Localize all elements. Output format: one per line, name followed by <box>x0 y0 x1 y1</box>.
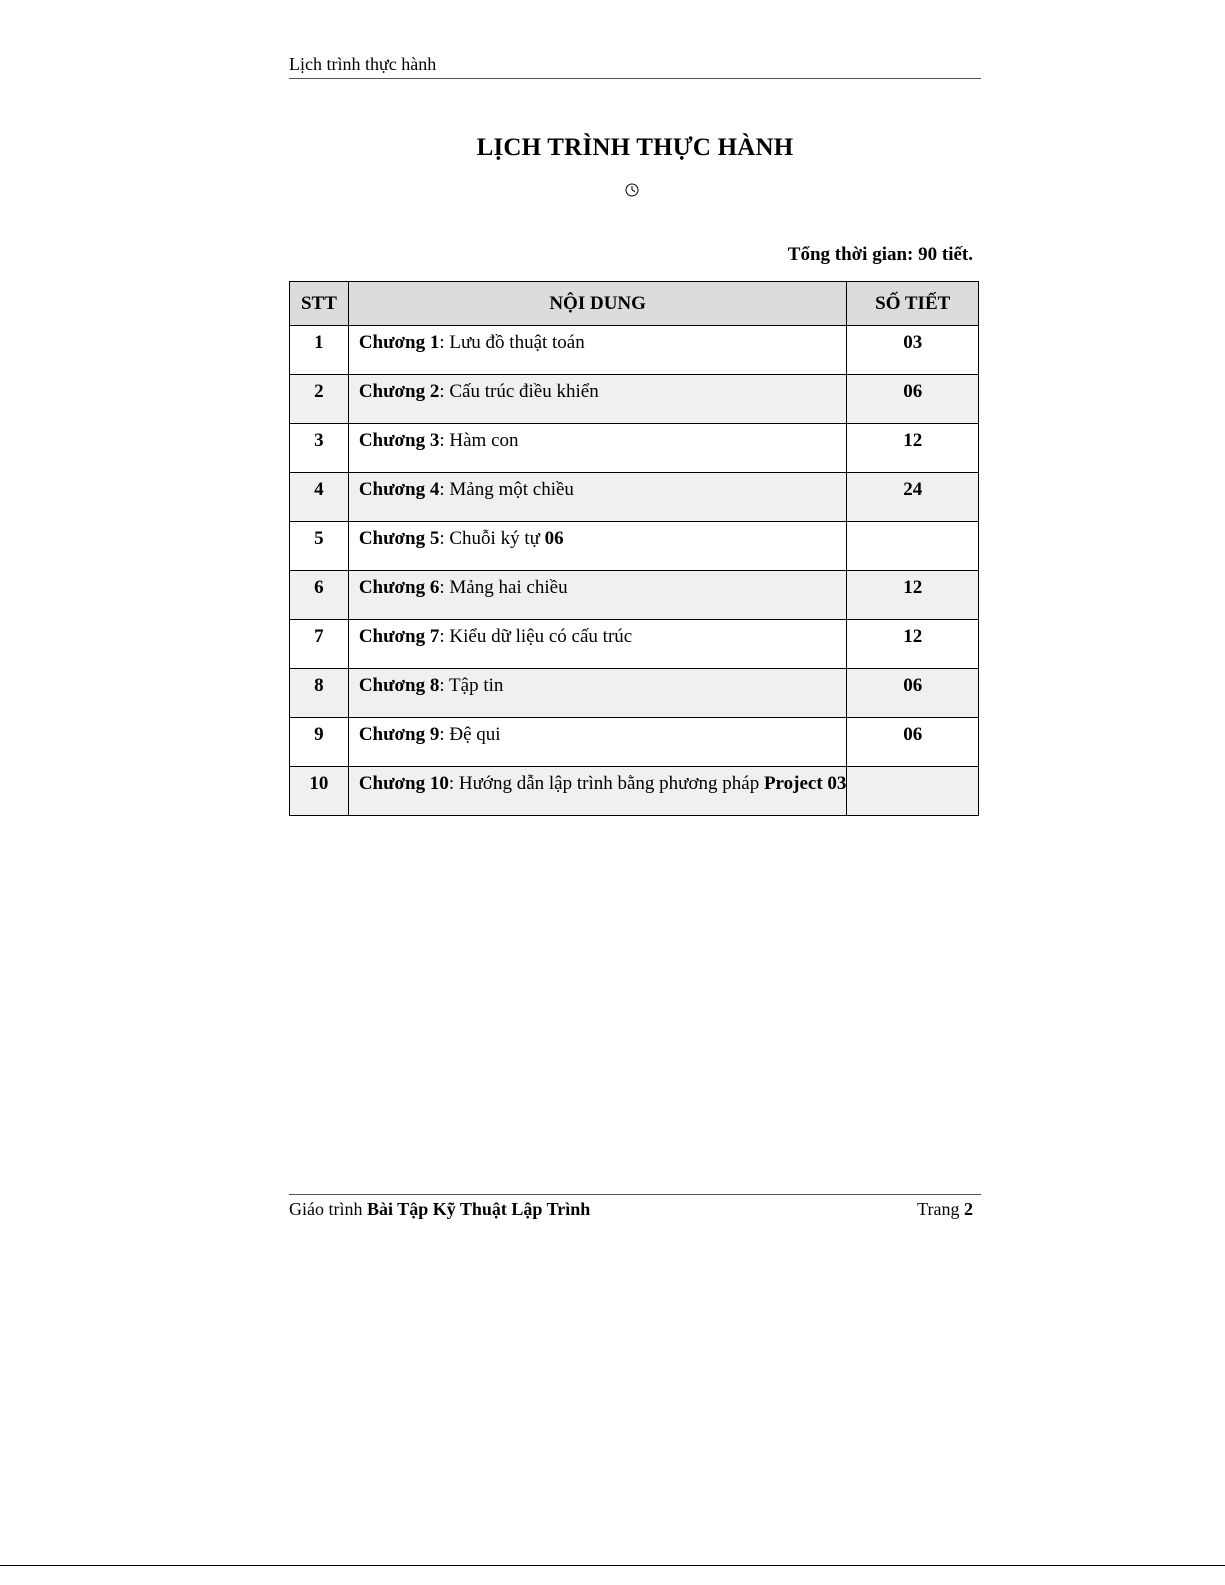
table-row <box>290 522 979 571</box>
row-content <box>348 375 847 424</box>
header-periods: SỐ TIẾT <box>847 282 979 326</box>
chapter-title: : Mảng hai chiều <box>439 577 568 598</box>
row-content <box>348 424 847 473</box>
chapter-title: : Hướng dẫn lập trình bằng phương pháp <box>448 773 764 794</box>
row-periods <box>847 767 979 816</box>
table-row <box>290 326 979 375</box>
table-row <box>290 375 979 424</box>
chapter-name: Chương 10 <box>358 773 449 794</box>
page-footer <box>289 1194 981 1221</box>
row-periods: 06 <box>847 718 979 767</box>
row-stt: 1 <box>290 326 349 375</box>
footer-book-title: Bài Tập Kỹ Thuật Lập Trình <box>367 1199 591 1219</box>
row-periods: 06 <box>847 375 979 424</box>
row-stt: 10 <box>290 767 349 816</box>
footer-left-prefix: Giáo trình <box>289 1199 367 1219</box>
row-periods: 12 <box>847 571 979 620</box>
row-content <box>348 767 847 816</box>
chapter-name: Chương 6 <box>358 577 440 598</box>
row-content <box>348 326 847 375</box>
chapter-name: Chương 1 <box>358 332 440 353</box>
table-row <box>290 571 979 620</box>
row-stt: 2 <box>290 375 349 424</box>
row-periods <box>847 522 979 571</box>
table-body <box>290 326 979 816</box>
chapter-title: : Đệ qui <box>439 724 501 745</box>
row-content <box>348 473 847 522</box>
chapter-name: Chương 7 <box>358 626 440 647</box>
row-periods: 24 <box>847 473 979 522</box>
chapter-name: Chương 2 <box>358 381 440 402</box>
header-stt: STT <box>290 282 349 326</box>
row-periods: 06 <box>847 669 979 718</box>
chapter-title: : Mảng một chiều <box>439 479 574 500</box>
footer-page-number <box>917 1197 973 1221</box>
chapter-inline-bold: Project 03 <box>763 773 847 794</box>
chapter-name: Chương 3 <box>358 430 440 451</box>
row-content <box>348 522 847 571</box>
row-periods: 12 <box>847 620 979 669</box>
chapter-inline-bold: 06 <box>544 528 564 549</box>
row-stt: 9 <box>290 718 349 767</box>
row-content <box>348 620 847 669</box>
table-row <box>290 473 979 522</box>
total-time: Tổng thời gian: 90 tiết. <box>787 244 973 265</box>
footer-right-prefix: Trang <box>917 1199 964 1219</box>
footer-left <box>289 1199 590 1219</box>
chapter-name: Chương 5 <box>358 528 440 549</box>
row-stt: 4 <box>290 473 349 522</box>
table-row <box>290 767 979 816</box>
table-header-row <box>290 282 979 326</box>
row-stt: 7 <box>290 620 349 669</box>
row-content <box>348 718 847 767</box>
table-row <box>290 620 979 669</box>
page-header <box>289 52 981 79</box>
table-row <box>290 718 979 767</box>
row-stt: 8 <box>290 669 349 718</box>
chapter-title: : Kiểu dữ liệu có cấu trúc <box>439 626 633 647</box>
chapter-name: Chương 9 <box>358 724 440 745</box>
chapter-title: : Tập tin <box>439 675 504 696</box>
chapter-title: : Lưu đồ thuật toán <box>439 332 585 353</box>
row-stt: 6 <box>290 571 349 620</box>
schedule-table <box>289 281 979 816</box>
row-periods: 03 <box>847 326 979 375</box>
row-stt: 5 <box>290 522 349 571</box>
bottom-rule <box>0 1565 1225 1566</box>
header-text: Lịch trình thực hành <box>289 54 437 74</box>
row-content <box>348 669 847 718</box>
table-row <box>290 424 979 473</box>
row-content <box>348 571 847 620</box>
chapter-name: Chương 4 <box>358 479 440 500</box>
chapter-title: : Cấu trúc điều khiển <box>439 381 599 402</box>
chapter-title: : Chuỗi ký tự <box>439 528 545 549</box>
footer-page-value: 2 <box>964 1199 973 1219</box>
table-row <box>290 669 979 718</box>
page-title: LỊCH TRÌNH THỰC HÀNH <box>476 134 794 161</box>
chapter-title: : Hàm con <box>439 430 519 451</box>
clock-icon <box>625 183 639 197</box>
header-content: NỘI DUNG <box>348 282 847 326</box>
chapter-name: Chương 8 <box>358 675 440 696</box>
row-stt: 3 <box>290 424 349 473</box>
row-periods: 12 <box>847 424 979 473</box>
